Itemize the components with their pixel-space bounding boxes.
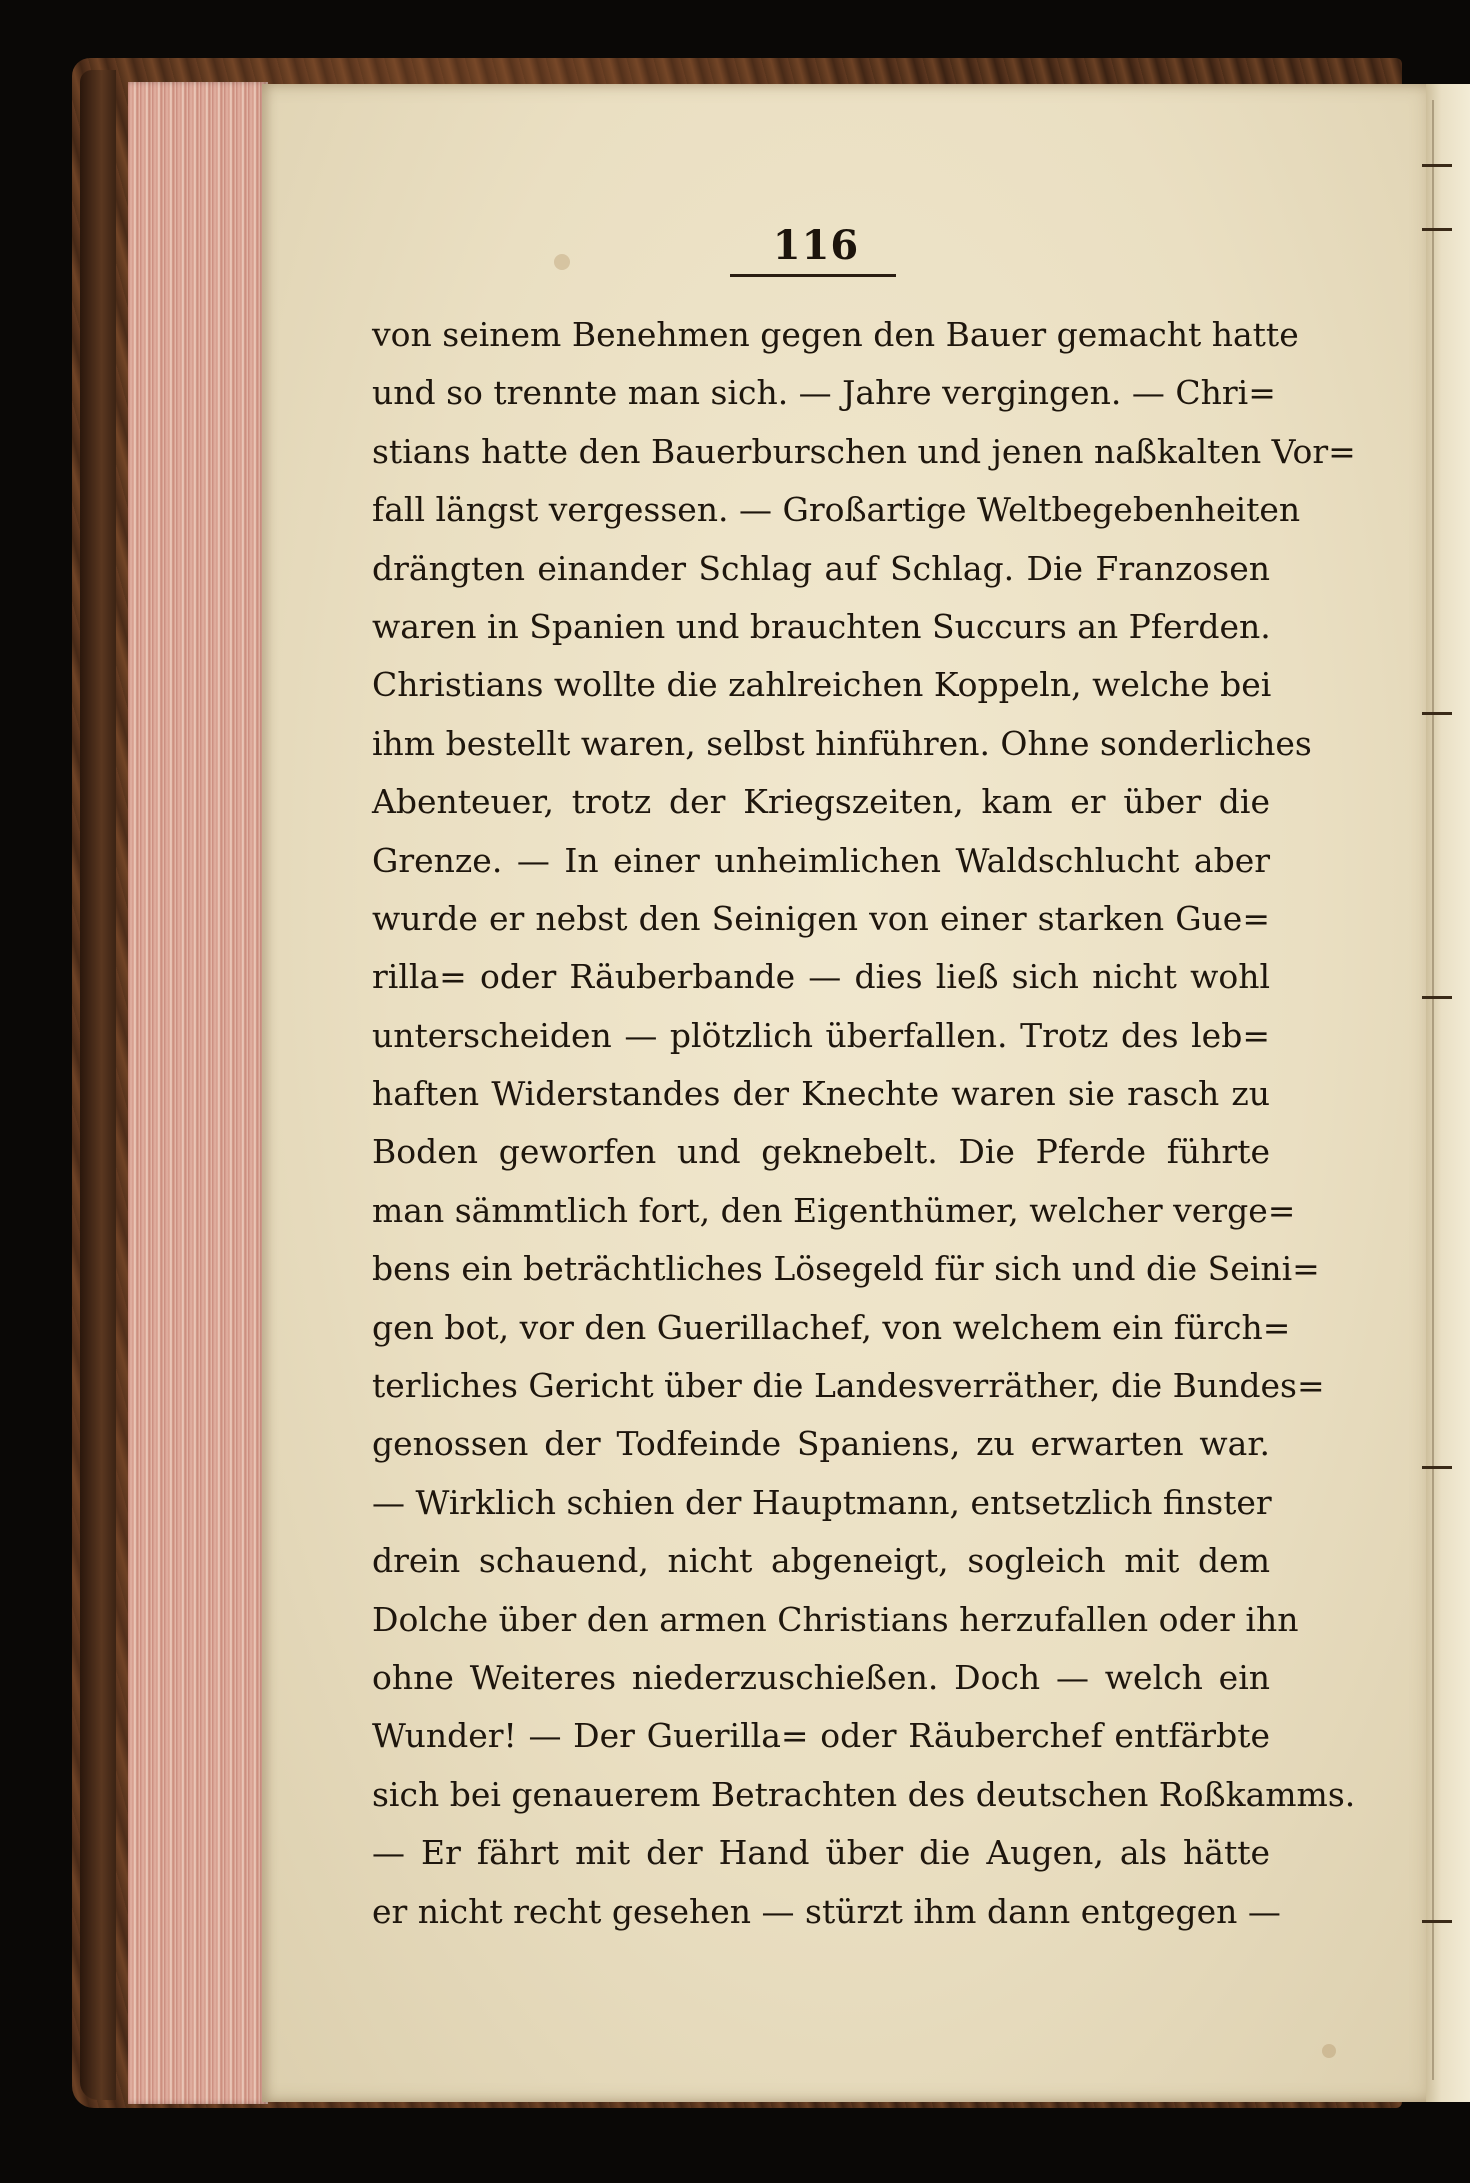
text-line: fall längst vergessen. — Großartige Weltbegebenheiten xyxy=(372,490,1301,530)
binding-stitch xyxy=(1422,228,1452,231)
binding-stitch xyxy=(1422,1466,1452,1469)
page-number-rule xyxy=(730,274,896,277)
body-text xyxy=(372,306,1356,1941)
text-line: genossen der Todfeinde Spaniens, zu erwarten war. xyxy=(372,1424,1270,1464)
text-line: — Wirklich schien der Hauptmann, entsetzlich finster xyxy=(372,1482,1272,1522)
binding-stitch xyxy=(1422,996,1452,999)
text-line: ihm bestellt waren, selbst hinführen. Ohne sonderliches xyxy=(372,723,1312,763)
text-line: waren in Spanien und brauchten Succurs an Pferden. xyxy=(372,606,1271,646)
page-number: 116 xyxy=(772,222,860,269)
paper-stain xyxy=(554,254,570,270)
text-line: von seinem Benehmen gegen den Bauer gemacht hatte xyxy=(372,315,1299,354)
book-spine-edge xyxy=(80,70,116,2100)
text-line: rilla= oder Räuberbande — dies ließ sich nicht wohl xyxy=(372,957,1270,997)
binding-stitch xyxy=(1422,1920,1452,1923)
text-line: bens ein beträchtliches Lösegeld für sich und die Seini= xyxy=(372,1249,1320,1289)
text-line: Abenteuer, trotz der Kriegszeiten, kam er über die xyxy=(372,782,1270,822)
text-line: drein schauend, nicht abgeneigt, sogleich mit dem xyxy=(372,1541,1270,1581)
text-line: terliches Gericht über die Landesverräther, die Bundes= xyxy=(372,1366,1325,1406)
text-line: Grenze. — In einer unheimlichen Waldschlucht aber xyxy=(372,840,1270,880)
text-line: Boden geworfen und geknebelt. Die Pferde führte xyxy=(372,1132,1270,1172)
text-line: drängten einander Schlag auf Schlag. Die Franzosen xyxy=(372,548,1270,588)
text-line: — Er fährt mit der Hand über die Augen, als hätte xyxy=(372,1833,1270,1873)
text-line: stians hatte den Bauerburschen und jenen naßkalten Vor= xyxy=(372,431,1356,471)
text-line: ohne Weiteres niederzuschießen. Doch — welch ein xyxy=(372,1657,1270,1697)
text-line: Wunder! — Der Guerilla= oder Räuberchef entfärbte xyxy=(372,1716,1270,1756)
page-edges xyxy=(128,82,268,2104)
text-line: er nicht recht gesehen — stürzt ihm dann entgegen — xyxy=(372,1891,1281,1931)
text-line: Christians wollte die zahlreichen Koppeln, welche bei xyxy=(372,665,1272,705)
text-line: sich bei genauerem Betrachten des deutschen Roßkamms. xyxy=(372,1774,1356,1814)
text-line: gen bot, vor den Guerillachef, von welchem ein fürch= xyxy=(372,1307,1291,1347)
binding-stitch xyxy=(1422,712,1452,715)
text-line: unterscheiden — plötzlich überfallen. Trotz des leb= xyxy=(372,1015,1270,1055)
text-line: und so trennte man sich. — Jahre vergingen. — Chri= xyxy=(372,373,1276,413)
paper-stain xyxy=(1322,2044,1336,2058)
text-line: haften Widerstandes der Knechte waren sie rasch zu xyxy=(372,1074,1270,1114)
text-line: man sämmtlich fort, den Eigenthümer, welcher verge= xyxy=(372,1190,1296,1230)
text-line: Dolche über den armen Christians herzufallen oder ihn xyxy=(372,1599,1299,1639)
binding-stitch xyxy=(1422,164,1452,167)
text-line: wurde er nebst den Seinigen von einer starken Gue= xyxy=(372,898,1270,938)
binding-thread xyxy=(1432,100,1434,2080)
